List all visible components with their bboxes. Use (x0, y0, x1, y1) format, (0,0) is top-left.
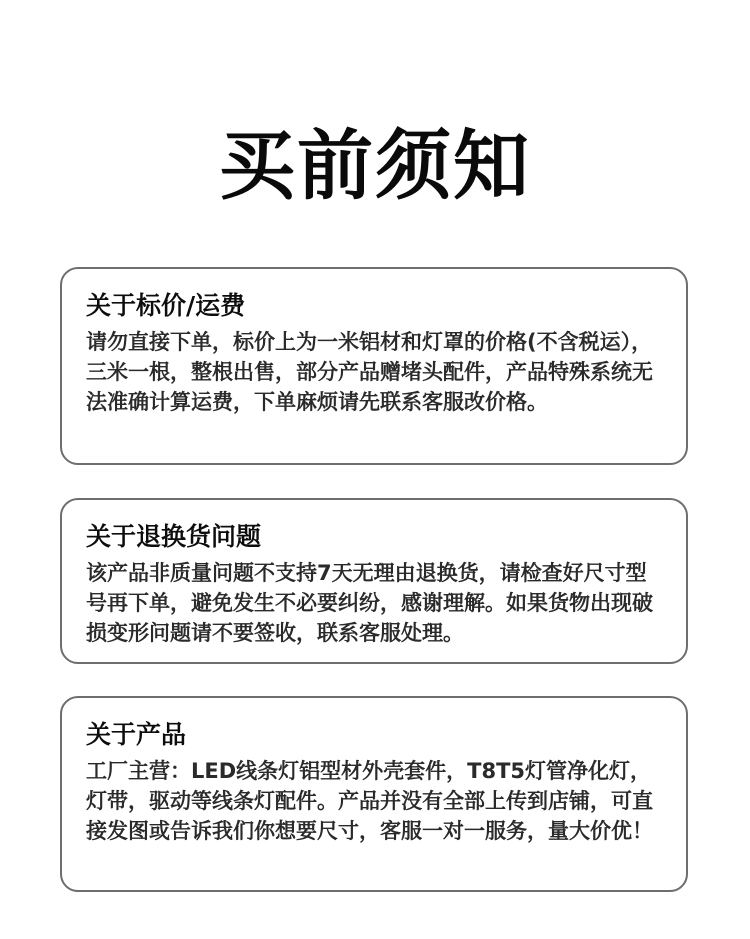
card-heading: 关于产品 (86, 720, 187, 749)
notice-card-products (60, 696, 688, 892)
card-heading: 关于退换货问题 (86, 522, 262, 551)
card-heading: 关于标价/运费 (86, 291, 246, 320)
card-body: 该产品非质量问题不支持7天无理由退换货，请检查好尺寸型号再下单，避免发生不必要纠纷，感谢理解。如果货物出现破损变形问题请不要签收，联系客服处理。 (86, 561, 653, 645)
notice-card-pricing-shipping (60, 267, 688, 465)
page-title: 买前须知 (219, 121, 531, 210)
card-body: 工厂主营：LED线条灯铝型材外壳套件，T8T5灯管净化灯，灯带，驱动等线条灯配件。产品并没有全部上传到店铺，可直接发图或告诉我们你想要尺寸，客服一对一服务，量大价优！ (86, 759, 653, 843)
card-body: 请勿直接下单，标价上为一米铝材和灯罩的价格(不含税运），三米一根，整根出售，部分产品赠堵头配件，产品特殊系统无法准确计算运费，下单麻烦请先联系客服改价格。 (86, 330, 653, 414)
notice-card-returns (60, 498, 688, 664)
